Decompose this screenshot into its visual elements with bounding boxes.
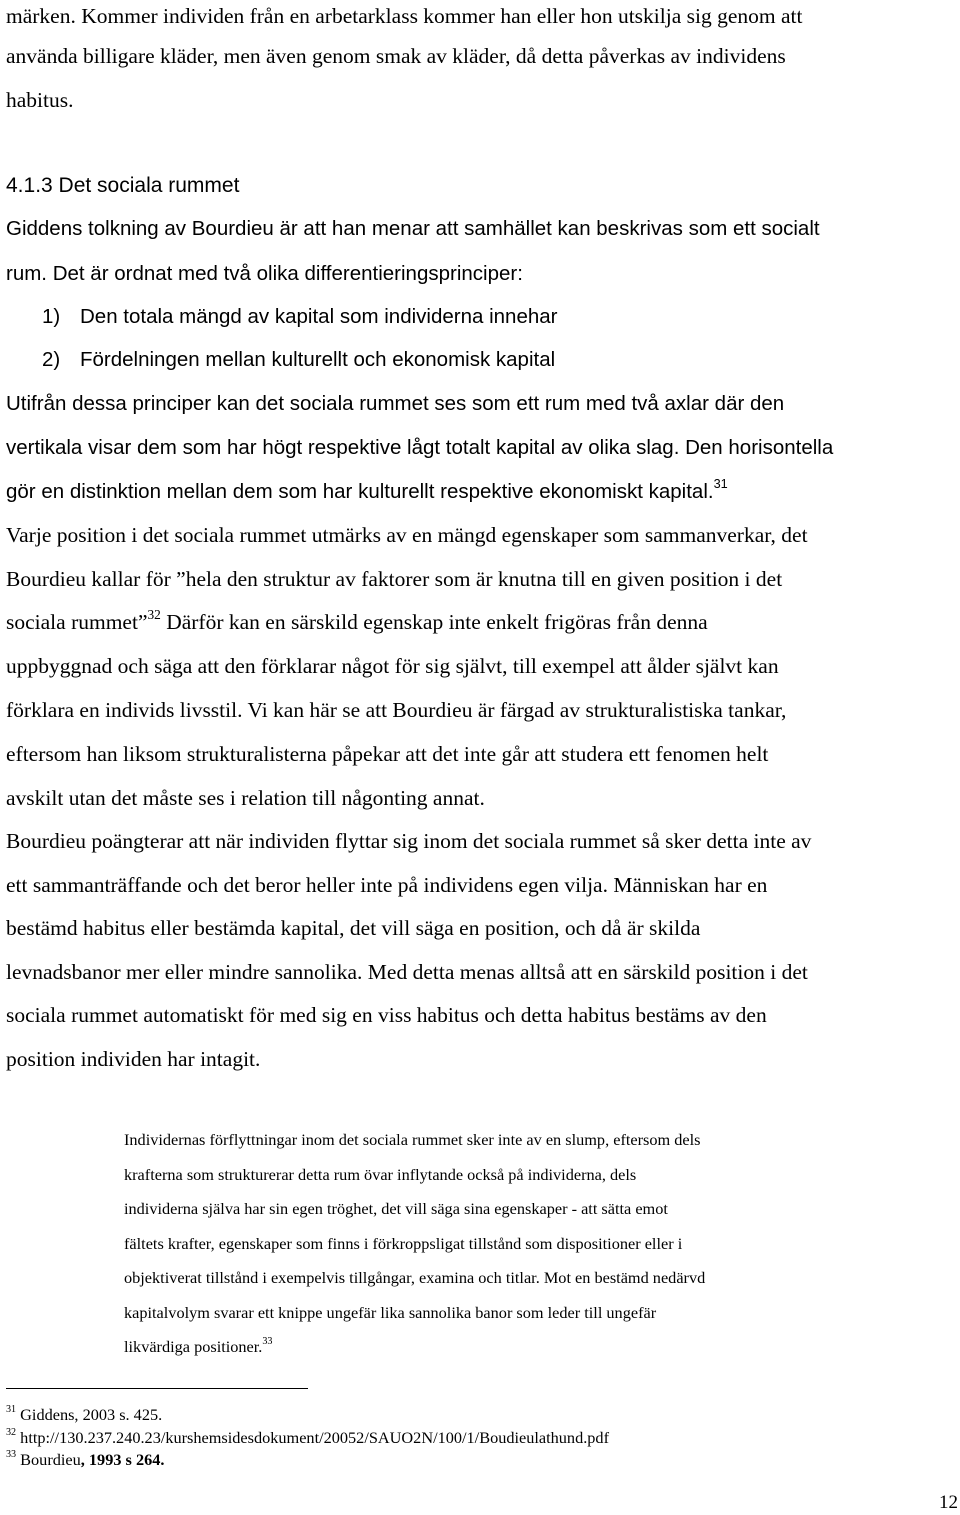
quote-line: krafterna som strukturerar detta rum övar inflytande också på individerna, dels [124, 1165, 637, 1184]
body-line: Varje position i det sociala rummet utmärks av en mängd egenskaper som sammanverkar, det [6, 523, 808, 547]
body-line: habitus. [6, 88, 74, 112]
body-line: levnadsbanor mer eller mindre sannolika. Med detta menas alltså att en särskild position i det [6, 960, 808, 984]
body-line: förklara en individs livsstil. Vi kan här se att Bourdieu är färgad av strukturalistiska tankar, [6, 698, 787, 722]
footnote [6, 1450, 164, 1473]
footnote-number: 33 [6, 1449, 17, 1461]
body-line: sociala rummet automatiskt för med sig en viss habitus och detta habitus bestäms av den [6, 1003, 767, 1027]
body-text-fragment: gör en distinktion mellan dem som har kulturellt respektive ekonomiskt kapital. [6, 480, 714, 503]
body-line: ett sammanträffande och det beror heller inte på individens egen vilja. Människan har en [6, 873, 768, 897]
list-text: Fördelningen mellan kulturellt och ekonomisk kapital [80, 348, 556, 371]
quote-line: individerna själva har sin egen tröghet, det vill säga sina egenskaper - att sätta emot [124, 1199, 668, 1218]
body-line: eftersom han liksom strukturalisterna påpekar att det inte går att studera ett fenomen helt [6, 742, 769, 766]
body-line [6, 259, 523, 288]
list-item [42, 303, 557, 331]
body-line: använda billigare kläder, men även genom smak av kläder, då detta påverkas av individens [6, 44, 786, 68]
body-line: bestämd habitus eller bestämda kapital, det vill säga en position, och då är skilda [6, 916, 701, 940]
footnote [6, 1428, 609, 1451]
page-number: 12 [939, 1492, 958, 1513]
body-line: vertikala visar dem som har högt respektive lågt totalt kapital av olika slag. Den horisontella [6, 436, 834, 459]
body-line: Bourdieu poängterar att när individen flyttar sig inom det sociala rummet så sker detta inte av [6, 829, 812, 853]
section-heading: 4.1.3 Det sociala rummet [6, 174, 240, 197]
body-text-fragment: Därför kan en särskild egenskap inte enkelt frigöras från denna [160, 610, 708, 634]
list-text: Den totala mängd av kapital som individerna innehar [80, 305, 558, 328]
body-line: uppbyggnad och säga att den förklarar något för sig självt, till exempel att ålder självt kan [6, 654, 779, 678]
body-line: märken. Kommer individen från en arbetarklass kommer han eller hon utskilja sig genom att [6, 4, 803, 28]
body-line [6, 608, 708, 639]
body-text-fragment: Det är ordnat med två olika differentieringsprinciper: [47, 262, 523, 285]
body-text-fragment: sociala rummet” [6, 610, 148, 634]
footnote [6, 1405, 162, 1428]
footnote-text: Bourdieu [20, 1450, 81, 1469]
list-number: 1) [42, 305, 61, 328]
quote-line [124, 1336, 272, 1361]
footnote-link[interactable]: http://130.237.240.23/kurshemsidesdokument/20052/SAUO2N/100/1/Boudieulathund.pdf [20, 1428, 609, 1447]
footnote-text: , 1993 s 264. [80, 1450, 165, 1469]
list-item [42, 346, 555, 374]
body-line: avskilt utan det måste ses i relation till någonting annat. [6, 786, 485, 810]
footnote-text: Giddens, 2003 s. 425. [20, 1405, 163, 1424]
quote-line: Individernas förflyttningar inom det sociala rummet sker inte av en slump, eftersom dels [124, 1130, 701, 1149]
body-line [6, 478, 728, 508]
list-number: 2) [42, 348, 61, 371]
body-line: Bourdieu kallar för ”hela den struktur av faktorer som är knutna till en given position i det [6, 567, 783, 591]
body-line: Utifrån dessa principer kan det sociala rummet ses som ett rum med två axlar där den [6, 392, 785, 415]
footnote-number: 32 [6, 1427, 17, 1439]
quote-text-fragment: likvärdiga positioner. [124, 1337, 263, 1356]
body-line: Giddens tolkning av Bourdieu är att han menar att samhället kan beskrivas som ett socialt [6, 217, 820, 240]
footnote-separator [6, 1388, 308, 1389]
quote-line: kapitalvolym svarar ett knippe ungefär lika sannolika banor som leder till ungefär [124, 1303, 657, 1322]
quote-line: objektiverat tillstånd i exempelvis tillgångar, examina och titlar. Mot en bestämd nedärvd [124, 1268, 706, 1287]
quote-line: fältets krafter, egenskaper som finns i förkroppsligat tillstånd som dispositioner eller i [124, 1234, 683, 1253]
footnote-number: 31 [6, 1404, 17, 1416]
body-text-fragment: rum. [6, 262, 47, 285]
footnote-reference: 32 [147, 607, 161, 623]
body-line: position individen har intagit. [6, 1047, 261, 1071]
footnote-reference: 31 [713, 476, 728, 492]
footnote-reference: 33 [262, 1336, 273, 1348]
